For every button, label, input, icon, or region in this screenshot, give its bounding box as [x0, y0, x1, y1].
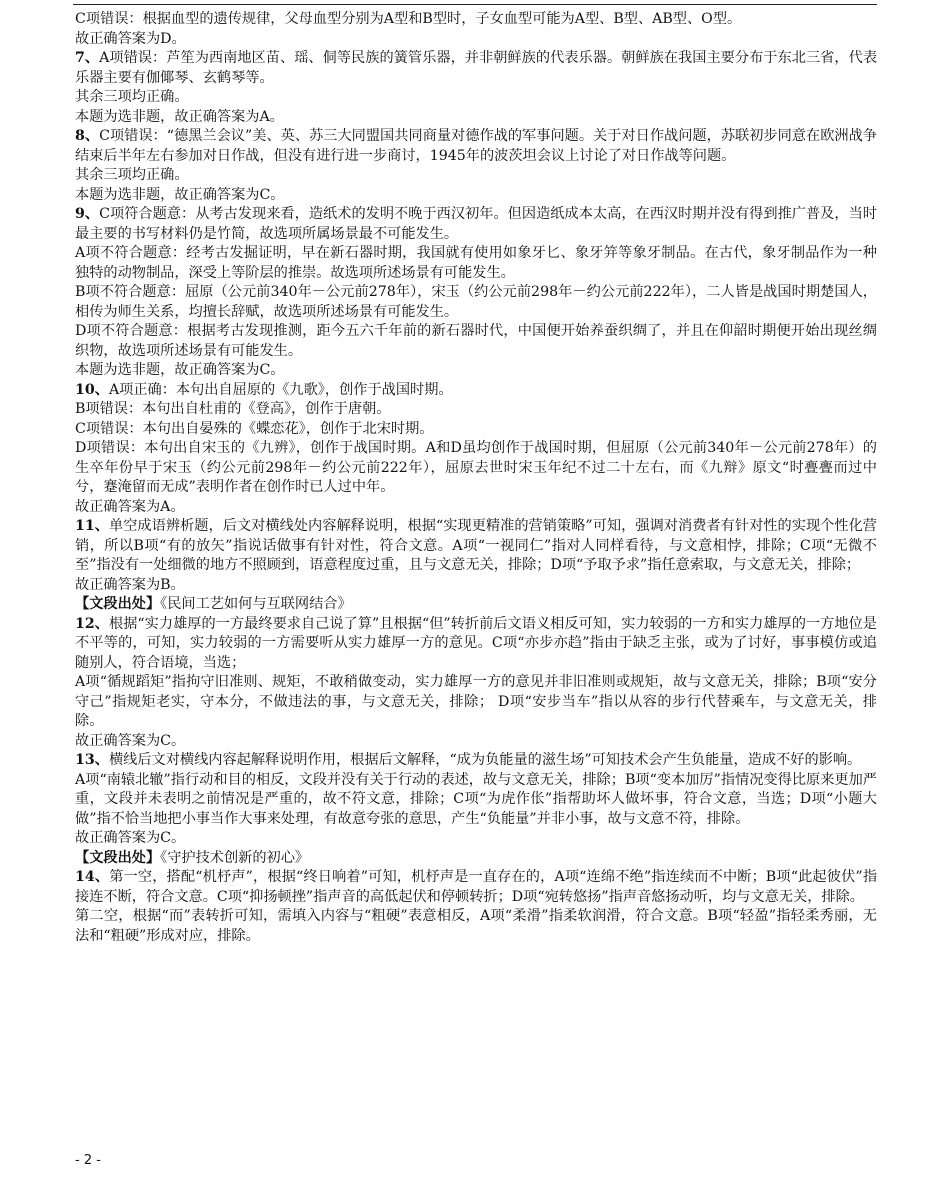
paragraph-text: 其余三项均正确。 — [75, 89, 189, 105]
paragraph — [75, 361, 877, 381]
paragraph — [75, 127, 877, 166]
paragraph — [75, 439, 877, 498]
paragraph-text: 故正确答案为A。 — [75, 498, 185, 515]
source-label: 【文段出处】 — [75, 596, 161, 612]
paragraph — [75, 400, 877, 420]
paragraph-text: 其余三项均正确。 — [75, 167, 189, 183]
paragraph-text: 故正确答案为C。 — [75, 732, 186, 749]
page-number: - 2 - — [75, 1153, 101, 1168]
paragraph — [75, 420, 877, 440]
paragraph-text: 单空成语辨析题，后文对横线处内容解释说明，根据“实现更精准的营销策略”可知，强调对消费者有针对性的实现个性化营销，所以B项“有的放矢”指说话做事有针对性，符合文意。A项“一视同仁”指对人同样看待，与文意相悖，排除；C项“无微不至”指没有一处细微的地方不照顾到，语意程度过重，且与文意无关，排除；D项“予取予求”指任意索取，与文意无关，排除； — [75, 518, 877, 573]
paragraph — [75, 751, 877, 771]
item-number: 10、 — [75, 381, 109, 398]
paragraph — [75, 283, 877, 322]
paragraph-text: A项不符合题意：经考古发掘证明，早在新石器时期，我国就有使用如象牙匕、象牙笄等象牙制品。在古代，象牙制品作为一种独特的动物制品，深受上等阶层的推崇。故选项所述场景有可能发生。 — [75, 245, 877, 281]
paragraph — [75, 615, 877, 674]
item-number: 11、 — [75, 518, 109, 534]
source-title: 《守护技术创新的初心》 — [160, 849, 310, 866]
item-number: 8、 — [75, 128, 100, 144]
paragraph — [75, 10, 877, 30]
paragraph-text: A项“循规蹈矩”指拘守旧准则、规矩，不敢稍做变动，实力雄厚一方的意见并非旧准则或规矩，故与文意无关，排除；B项“安分守己”指规矩老实，守本分，不做违法的事，与文意无关，排除； D项“安步当车”指以从容的步行代替乘车，与文意无关，排除。 — [75, 674, 877, 729]
paragraph-text: 第二空，根据“而”表转折可知，需填入内容与“粗硬”表意相反，A项“柔滑”指柔软润滑，符合文意。B项“轻盈”指轻柔秀丽，无法和“粗硬”形成对应，排除。 — [75, 908, 877, 944]
item-number: 13、 — [75, 752, 109, 768]
paragraph-text: C项错误：本句出自晏殊的《蝶恋花》，创作于北宋时期。 — [75, 420, 434, 437]
paragraph — [75, 88, 877, 108]
paragraph — [75, 673, 877, 732]
paragraph-text: B项不符合题意：屈原（公元前340年－公元前278年），宋玉（约公元前298年－约公元前222年），二人皆是战国时期楚国人，相传为师生关系，均擅长辞赋，故选项所述场景有可能发生。 — [75, 284, 877, 320]
paragraph — [75, 771, 877, 830]
item-number: 7、 — [75, 50, 100, 66]
item-number: 12、 — [75, 615, 109, 632]
source-note — [75, 849, 877, 869]
paragraph — [75, 108, 877, 128]
paragraph-text: 故正确答案为C。 — [75, 830, 186, 846]
paragraph — [75, 829, 877, 849]
paragraph-text: 本题为选非题，故正确答案为A。 — [75, 108, 284, 125]
paragraph — [75, 322, 877, 361]
paragraph-text: B项错误：本句出自杜甫的《登高》，创作于唐朝。 — [75, 401, 391, 417]
paragraph — [75, 49, 877, 88]
paragraph — [75, 498, 877, 518]
paragraph-text: A项“南辕北辙”指行动和目的相反，文段并没有关于行动的表述，故与文意无关，排除；B项“变本加厉”指情况变得比原来更加严重，文段并未表明之前情况是严重的，故不符文意，排除；C项“为虎作伥”指帮助坏人做坏事，符合文意，当选；D项“小题大做”指不恰当地把小事当作大事来处理，有故意夸张的意思，产生“负能量”并非小事，故与文意不符，排除。 — [75, 771, 877, 827]
paragraph — [75, 30, 877, 50]
paragraph-text: 故正确答案为D。 — [75, 30, 186, 47]
paragraph-text: 故正确答案为B。 — [75, 576, 185, 593]
paragraph-text: A项错误：芦笙为西南地区苗、瑶、侗等民族的簧管乐器，并非朝鲜族的代表乐器。朝鲜族在我国主要分布于东北三省，代表乐器主要有伽倻琴、玄鹤琴等。 — [75, 50, 878, 86]
paragraph — [75, 576, 877, 596]
paragraph-text: C项错误：“德黑兰会议”美、英、苏三大同盟国共同商量对德作战的军事问题。关于对日作战问题，苏联初步同意在欧洲战争结束后半年左右参加对日作战，但没有进行进一步商讨，1945年的波茨坦会议上讨论了对日作战等问题。 — [75, 128, 877, 164]
paragraph-text: D项错误：本句出自宋玉的《九辨》，创作于战国时期。A和D虽均创作于战国时期，但屈原（公元前340年－公元前278年）的生卒年份早于宋玉（约公元前298年－约公元前222年），屈原去世时宋玉年纪不过二十左右，而《九辩》原文“时亹亹而过中兮，蹇淹留而无成”表明作者在创作时已人过中年。 — [75, 440, 877, 495]
paragraph-text: D项不符合题意：根据考古发现推测，距今五六千年前的新石器时代，中国便开始养蚕织绸了，并且在仰韶时期便开始出现丝绸织物，故选项所述场景有可能发生。 — [75, 323, 877, 359]
item-number: 9、 — [75, 206, 100, 222]
paragraph-text: 本题为选非题，故正确答案为C。 — [75, 186, 285, 203]
paragraph — [75, 186, 877, 206]
paragraph-text: 根据“实力雄厚的一方最终要求自己说了算”且根据“但”转折前后文语义相反可知，实力较弱的一方和实力雄厚的一方地位是不平等的，可知，实力较弱的一方需要听从实力雄厚一方的意见。C项“亦步亦趋”指由于缺乏主张，或为了讨好，事事模仿或追随别人，符合语境，当选； — [75, 615, 877, 671]
paragraph-text: A项正确：本句出自屈原的《九歌》，创作于战国时期。 — [108, 381, 453, 398]
paragraph — [75, 517, 877, 576]
source-title: 《民间工艺如何与互联网结合》 — [160, 596, 352, 612]
paragraph — [75, 868, 877, 907]
source-label: 【文段出处】 — [75, 849, 161, 866]
document-body — [75, 10, 877, 946]
source-note — [75, 595, 877, 615]
paragraph-text: C项错误：根据血型的遗传规律，父母血型分别为A型和B型时，子女血型可能为A型、B型、AB型、O型。 — [75, 11, 742, 27]
paragraph-text: 横线后文对横线内容起解释说明作用，根据后文解释，“成为负能量的滋生场”可知技术会产生负能量，造成不好的影响。 — [108, 752, 862, 768]
item-number: 14、 — [75, 869, 110, 885]
paragraph — [75, 907, 877, 946]
paragraph-text: C项符合题意：从考古发现来看，造纸术的发明不晚于西汉初年。但因造纸成本太高，在西汉时期并没有得到推广普及，当时最主要的书写材料仍是竹简，故选项所属场景最不可能发生。 — [75, 206, 877, 242]
paragraph — [75, 381, 877, 401]
paragraph-text: 第一空，搭配“机杼声”，根据“终日响着”可知，机杼声是一直存在的，A项“连绵不绝”指连续而不中断；B项“此起彼伏”指接连不断，符合文意。C项“抑扬顿挫”指声音的高低起伏和停顿转折；D项“宛转悠扬”指声音悠扬动听，均与文意无关，排除。 — [75, 869, 878, 905]
paragraph — [75, 244, 877, 283]
paragraph-text: 本题为选非题，故正确答案为C。 — [75, 362, 285, 378]
paragraph — [75, 205, 877, 244]
top-rule — [73, 4, 877, 5]
paragraph — [75, 166, 877, 186]
paragraph — [75, 732, 877, 752]
